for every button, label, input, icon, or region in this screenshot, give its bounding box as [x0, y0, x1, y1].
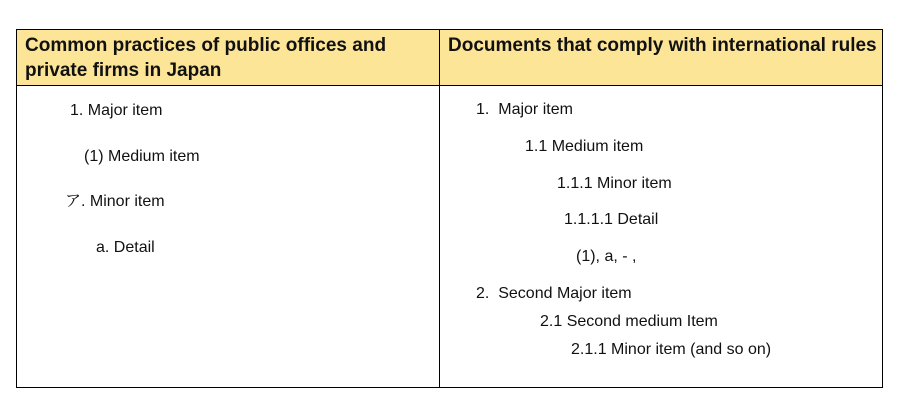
right-second-medium-item: 2.1 Second medium Item — [540, 313, 718, 330]
column-divider — [439, 30, 440, 387]
right-second-minor-item: 2.1.1 Minor item (and so on) — [571, 341, 772, 358]
right-second-major-item: 2. Second Major item — [476, 285, 632, 302]
right-sub-detail-markers: (1), a, - , — [576, 248, 637, 265]
right-medium-item: 1.1 Medium item — [525, 138, 644, 155]
comparison-table — [16, 29, 883, 388]
left-medium-item: (1) Medium item — [84, 148, 200, 165]
right-detail-item: 1.1.1.1 Detail — [564, 211, 659, 228]
left-detail-item: a. Detail — [96, 239, 155, 256]
left-minor-item: ア. Minor item — [65, 193, 165, 210]
left-major-item: 1. Major item — [70, 102, 163, 119]
header-international-rules: Documents that comply with international rules — [448, 35, 877, 56]
header-japan-practices: Common practices of public offices and private firms in Japan — [25, 35, 387, 81]
right-major-item: 1. Major item — [476, 101, 573, 118]
right-minor-item: 1.1.1 Minor item — [557, 175, 672, 192]
